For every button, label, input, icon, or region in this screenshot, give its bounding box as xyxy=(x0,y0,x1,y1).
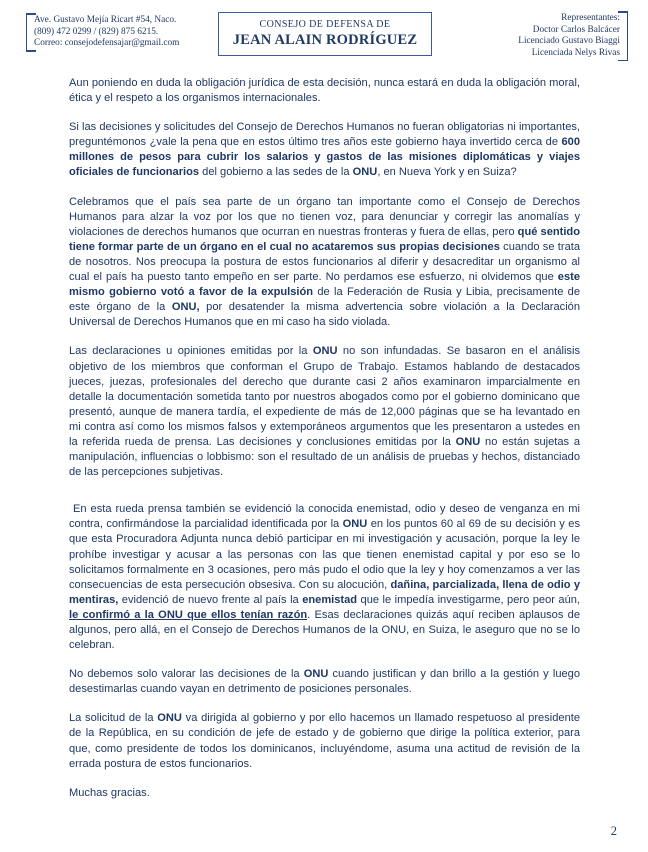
paragraph-6 xyxy=(69,667,580,697)
paragraph-2 xyxy=(69,120,580,180)
paragraph-8-closing xyxy=(69,786,580,801)
p4-text-3: no están sujetas a manipulación, influencias o lobbismo: son el resultado de un análisis de pruebas y hechos, distanciado de las percepciones subjetivas. xyxy=(69,435,580,479)
p5-bold-underline-1: le confirmó a la ONU que ellos tenían razón xyxy=(69,608,308,621)
p6-bold-1: ONU xyxy=(303,668,329,681)
representative-name-3: Licenciada Nelys Rivas xyxy=(531,47,620,58)
p5-text-4: que le impedía investigarme, pero peor aún, xyxy=(357,593,580,606)
p5-bold-3: enemistad xyxy=(302,593,358,606)
representative-name-1: Doctor Carlos Balcácer xyxy=(532,24,620,35)
paragraph-3 xyxy=(69,195,580,331)
p4-text-2: no son infundadas. Se basaron en el análisis objetivo de los miembros que conforman el Grupo de Trabajo. Estamos hablando de destacados jueces, juezas, profesionales del derecho que durante casi 2 años examinaron imparcialmente en detalle la documentación sometida tanto por nuestros abogados como por el gobierno dominicano que presentó, aunque de manera tardía, el expediente de más de 12,000 páginas que se ha levantado en mi contra así como los mismos falsos y extemporáneos argumentos que les presentaron a ustedes en la referida rueda de prensa. Las decisiones y conclusiones emitidas por la xyxy=(69,345,580,448)
representative-name-2: Licenciado Gustavo Biaggi xyxy=(518,36,620,47)
p5-bold-1: ONU xyxy=(342,518,368,531)
paragraph-1 xyxy=(69,76,580,106)
p5-bold-2: dañina, parcializada, llena de odio y mentiras, xyxy=(69,578,580,606)
p1-text: Aun poniendo en duda la obligación jurídica de esta decisión, nunca estará en duda la obligación moral, ética y el respeto a los organismos internacionales. xyxy=(69,77,580,105)
p4-bold-2: ONU xyxy=(455,435,481,448)
p5-text-5: . Esas declaraciones quizás aquí reciben aplausos de algunos, pero allá, en el Consejo de Derechos Humanos de la ONU, en Suiza, le aseguro que no se lo celebran. xyxy=(69,608,580,652)
letterhead xyxy=(0,0,648,70)
p5-text-3: evidenció de nuevo frente al país la xyxy=(118,593,303,606)
p2-text-3: , en Nueva York y en Suiza? xyxy=(377,166,517,179)
p8-text: Muchas gracias. xyxy=(69,786,150,799)
p4-bold-1: ONU xyxy=(312,345,338,358)
p3-text-3: de la Federación de Rusia y Libia, precisamente de este órgano de la xyxy=(69,286,581,314)
letterhead-phone-line: (809) 472 0299 / (829) 875 6215. xyxy=(34,26,159,37)
representatives-label: Representantes: xyxy=(561,13,620,23)
letterhead-address-line: Ave. Gustavo Mejía Ricart #54, Naco. xyxy=(34,15,177,25)
page-number: 2 xyxy=(610,824,617,838)
letterhead-org-name: CONSEJO DE DEFENSA DE xyxy=(259,19,391,30)
p3-bold-1: qué sentido tiene formar parte de un órgano en el cual no acataremos sus propias decisiones xyxy=(69,225,580,253)
p7-text-2: va dirigida al gobierno y por ello hacemos un llamado respetuoso al presidente de la República, en su condición de jefe de estado y de gobierno que dirige la política exterior, para que, como presidente de todos los dominicanos, incluyéndome, asuma una actitud de revisión de la errada postura de estos funcionarios. xyxy=(69,712,580,770)
p2-bold-1: 600 millones de pesos para cubrir los salarios y gastos de las misiones diplomáticas y viajes oficiales de funcionarios xyxy=(69,136,580,179)
letterhead-representatives-block xyxy=(518,11,628,61)
p3-bold-2: este mismo gobierno votó a favor de la expulsión xyxy=(69,271,580,299)
paragraph-4 xyxy=(69,344,580,480)
p3-text-2: cuando se trata de nosotros. Nos preocupa la postura de estos funcionarios al diferir y desacreditar un organismo al cual el país ha puesto tanto empeño en ser parte. No perdamos ese esfuerzo, ni olvidemos que xyxy=(69,240,580,284)
p6-text-2: cuando justifican y dan brillo a la gestión y luego desestimarlas cuando vayan en detrimento de posiciones personales. xyxy=(69,668,581,696)
p2-text-2: del gobierno a las sedes de la xyxy=(199,166,353,179)
p5-text-2: en los puntos 60 al 69 de su decisión y es que esta Procuradora Adjunta nunca debió participar en mi investigación y acusación, porque la ley le prohíbe investigar y acusar a las personas con las que tienen enemistad capital y por eso se lo solicitamos formalmente en 3 ocasiones, pero más pudo el odio que la ley y hoy comenzamos a ver las consecuencias de esta persecución obsesiva. Con su alocución, xyxy=(69,518,580,591)
p7-text-1: La solicitud de la xyxy=(69,712,158,725)
paragraph-5 xyxy=(69,502,580,653)
p4-text-1: Las declaraciones u opiniones emitidas por la xyxy=(69,345,313,358)
p5-text-1: En esta rueda prensa también se evidenció la conocida enemistad, odio y deseo de venganza en mi contra, confirmándose la parcialidad identificada por la xyxy=(69,503,580,531)
letterhead-title-box xyxy=(218,12,432,56)
paragraph-7 xyxy=(69,711,580,771)
letterhead-contact-block xyxy=(26,13,208,52)
p7-bold-1: ONU xyxy=(157,712,182,725)
p2-bold-2: ONU xyxy=(352,166,378,179)
letterhead-email-line: Correo: consejodefensajar@gmail.com xyxy=(34,38,180,49)
p3-text-1: Celebramos que el país sea parte de un órgano tan importante como el Consejo de Derechos Humanos para alzar la voz por los que no tienen voz, para denunciar y corregir las anomalías y violaciones de derechos humanos que ocurran en nuestras fronteras y fuera de ellas, pero xyxy=(69,195,580,238)
document-body xyxy=(69,76,580,801)
p2-text-1: Si las decisiones y solicitudes del Consejo de Derechos Humanos no fueran obligatorias ni importantes, preguntémonos ¿vale la pena que en estos último tres años este gobierno haya invertido cerca de xyxy=(69,121,580,149)
p3-bold-3: ONU, xyxy=(171,301,200,314)
p3-text-4: por desatender la misma advertencia sobre violación a la Declaración Universal de Derechos Humanos que en mi caso ha sido violada. xyxy=(69,301,580,329)
p6-text-1: No debemos solo valorar las decisiones de la xyxy=(69,668,304,681)
letterhead-client-name: JEAN ALAIN RODRÍGUEZ xyxy=(232,32,418,48)
